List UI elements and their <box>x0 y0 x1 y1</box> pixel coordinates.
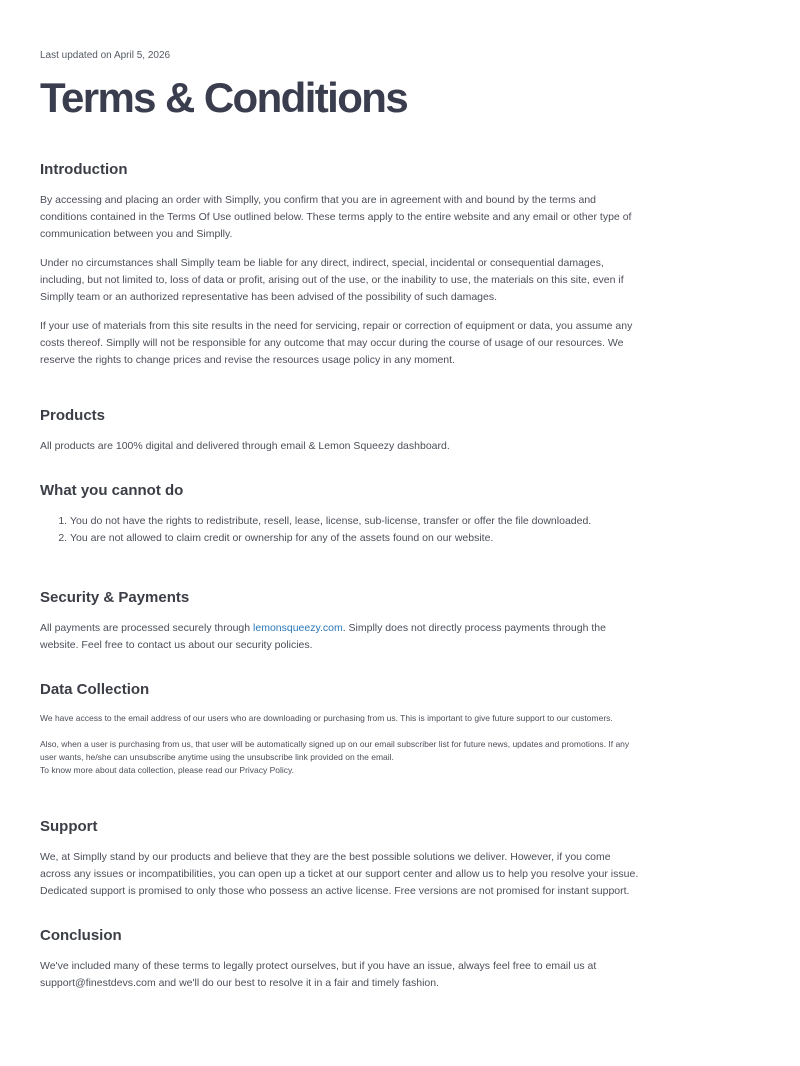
section-support <box>40 817 640 900</box>
last-updated: Last updated on April 5, 2026 <box>40 50 171 61</box>
security-paragraph: All payments are processed securely through lemonsqueezy.com. Simplly does not directly process payments through the website. Feel free to contact us about our security policies. <box>40 622 606 651</box>
lemonsqueezy-link[interactable]: lemonsqueezy.com <box>253 622 343 634</box>
conclusion-paragraph: We've included many of these terms to legally protect ourselves, but if you have an issue, always feel free to email us at support@finestdevs.com and we'll do our best to resolve it in a fair and timely fashion. <box>40 960 597 989</box>
section-introduction <box>40 160 640 369</box>
section-cannot-do <box>40 481 640 547</box>
introduction-heading: Introduction <box>40 161 128 178</box>
support-heading: Support <box>40 818 98 835</box>
cannot-do-item: 2. You are not allowed to claim credit or ownership for any of the assets found on our website. <box>70 530 640 547</box>
data-collection-heading: Data Collection <box>40 681 150 698</box>
cannot-do-heading: What you cannot do <box>40 482 184 499</box>
introduction-paragraph-3: If your use of materials from this site results in the need for servicing, repair or correction of equipment or data, you assume any costs thereof. Simplly will not be responsible for any outcome that may occur during the course of usage of our resources. We reserve the rights to change prices and revise the resources usage policy in any moment. <box>40 320 633 366</box>
section-conclusion <box>40 926 640 992</box>
page-title: Terms & Conditions <box>40 74 408 121</box>
products-heading: Products <box>40 407 106 424</box>
data-collection-paragraph-1: We have access to the email address of our users who are downloading or purchasing from us. This is important to give future support to our customers. <box>40 713 613 723</box>
cannot-do-item: 1. You do not have the rights to redistribute, resell, lease, license, sub-license, transfer or offer the file downloaded. <box>70 513 640 530</box>
data-collection-paragraph-2: Also, when a user is purchasing from us, that user will be automatically signed up on our email subscriber list for future news, updates and promotions. If any user wants, he/she can unsubscribe anytime using the unsubscribe link provided on the email. <box>40 739 630 762</box>
cannot-do-list <box>40 513 640 547</box>
section-products <box>40 406 640 455</box>
introduction-paragraph-2: Under no circumstances shall Simplly team be liable for any direct, indirect, special, incidental or consequential damages, including, but not limited to, loss of data or profit, arising out of the use, or the inability to use, the materials on this site, even if Simplly team or an authorized representative has been advised of the possibility of such damages. <box>40 257 624 303</box>
introduction-paragraph-1: By accessing and placing an order with Simplly, you confirm that you are in agreement with and bound by the terms and conditions contained in the Terms Of Use outlined below. These terms apply to the entire website and any email or other type of communication between you and Simplly. <box>40 194 632 240</box>
section-security-payments <box>40 588 640 654</box>
data-collection-paragraph-3: To know more about data collection, please read our Privacy Policy. <box>40 765 295 775</box>
support-paragraph: We, at Simplly stand by our products and believe that they are the best possible solutions we deliver. However, if you come across any issues or incompatibilities, you can open up a ticket at our support center and allow us to help you resolve your issue. Dedicated support is promised to only those who possess an active license. Free versions are not promised for instant support. <box>40 851 639 897</box>
section-data-collection <box>40 680 640 777</box>
conclusion-heading: Conclusion <box>40 927 122 944</box>
products-paragraph: All products are 100% digital and delivered through email & Lemon Squeezy dashboard. <box>40 440 450 452</box>
security-heading: Security & Payments <box>40 589 190 606</box>
